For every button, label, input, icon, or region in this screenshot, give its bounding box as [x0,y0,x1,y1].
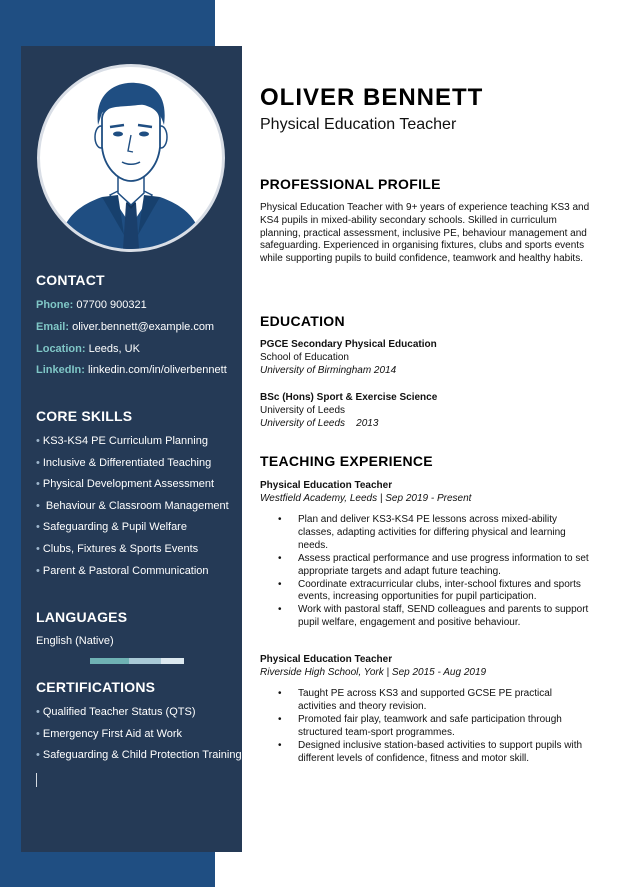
contact-location [36,343,140,355]
certification-item: • Safeguarding & Child Protection Training [36,749,242,762]
certification-item: • Qualified Teacher Status (QTS) [36,706,196,718]
contact-email [36,321,214,333]
duty-item: • Promoted fair play, teamwork and safe participation through structured team-sport programmes. [278,714,592,740]
language-english: English (Native) [36,635,114,647]
duty-item: • Taught PE across KS3 and supported GCSE PE practical activities and theory revision. [278,688,592,714]
certifications-list [36,705,242,770]
job-duties [278,514,592,630]
language-bar-segment [129,658,161,664]
contact-phone [36,299,147,311]
education-degree: PGCE Secondary Physical Education [260,339,437,350]
sidebar [21,46,242,852]
duty-item: • Designed inclusive station-based activities to support pupils with different levels of confidence, fitness and motor skill. [278,740,592,766]
skill-item: • KS3-KS4 PE Curriculum Planning [36,435,208,447]
contact-phone-label: Phone: [36,299,74,311]
skill-item: • Safeguarding & Pupil Welfare [36,521,187,534]
candidate-role: Physical Education Teacher [260,116,457,133]
skill-item: • Clubs, Fixtures & Sports Events [36,542,199,555]
avatar-illustration-icon [40,67,222,249]
skills-list [36,434,229,585]
education-detail: University of Leeds 2013 [260,418,379,429]
contact-email-label: Email: [36,321,70,333]
contact-heading: CONTACT [36,272,105,288]
duty-item: • Coordinate extracurricular clubs, inter-school fixtures and sports events, increasing opportunities for pupil participation. [278,579,592,605]
duty-item: • Assess practical performance and use progress information to set appropriate targets and adapt future teaching. [278,553,592,579]
job-meta: Westfield Academy, Leeds | Sep 2019 - Present [260,493,472,504]
language-bar-segment [90,658,129,664]
job-title: Physical Education Teacher [260,654,393,665]
education-school: School of Education [260,352,349,363]
skills-heading: CORE SKILLS [36,408,133,424]
skill-item: • Behaviour & Classroom Management [36,499,229,512]
contact-linkedin [36,364,227,376]
certification-item: • Emergency First Aid at Work [36,727,183,740]
duty-item: • Plan and deliver KS3-KS4 PE lessons across mixed-ability classes, adapting activities for differing physical and learning needs. [278,514,592,553]
skill-item: • Parent & Pastoral Communication [36,564,209,577]
language-proficiency-bar [90,658,184,664]
contact-location-value: Leeds, UK [88,343,140,355]
text-cursor [36,773,37,787]
duty-item: • Work with pastoral staff, SEND colleagues and parents to support pupil welfare, engagement and positive behaviour. [278,604,592,630]
profile-photo [37,64,225,252]
education-degree: BSc (Hons) Sport & Exercise Science [260,392,438,403]
skill-item: • Inclusive & Differentiated Teaching [36,456,212,469]
job-meta: Riverside High School, York | Sep 2015 - Aug 2019 [260,667,487,678]
profile-heading: PROFESSIONAL PROFILE [260,176,441,192]
contact-linkedin-value[interactable]: linkedin.com/in/oliverbennett [87,364,227,376]
education-heading: EDUCATION [260,313,345,329]
skill-item: • Physical Development Assessment [36,478,215,491]
languages-heading: LANGUAGES [36,609,128,625]
experience-heading: TEACHING EXPERIENCE [260,453,433,469]
job-title: Physical Education Teacher [260,480,393,491]
job-duties [278,688,592,765]
contact-phone-value[interactable]: 07700 900321 [76,299,147,311]
language-bar-segment [161,658,184,664]
contact-location-label: Location: [36,343,86,355]
contact-email-value[interactable]: oliver.bennett@example.com [72,321,215,333]
candidate-name: OLIVER BENNETT [260,84,484,111]
education-school: University of Leeds [260,405,346,416]
profile-text: Physical Education Teacher with 9+ years of experience teaching KS3 and KS4 pupils in mixed-ability secondary schools. Skilled in curriculum planning, practical assessment, inclusive PE, behaviour management and safeguarding. Experienced in organising fixtures, clubs and sports events while supporting pupils to build confidence, teamwork and healthy habits. [260,202,590,265]
certifications-heading: CERTIFICATIONS [36,679,156,695]
contact-linkedin-label: LinkedIn: [36,364,85,376]
education-detail: University of Birmingham 2014 [260,365,397,376]
